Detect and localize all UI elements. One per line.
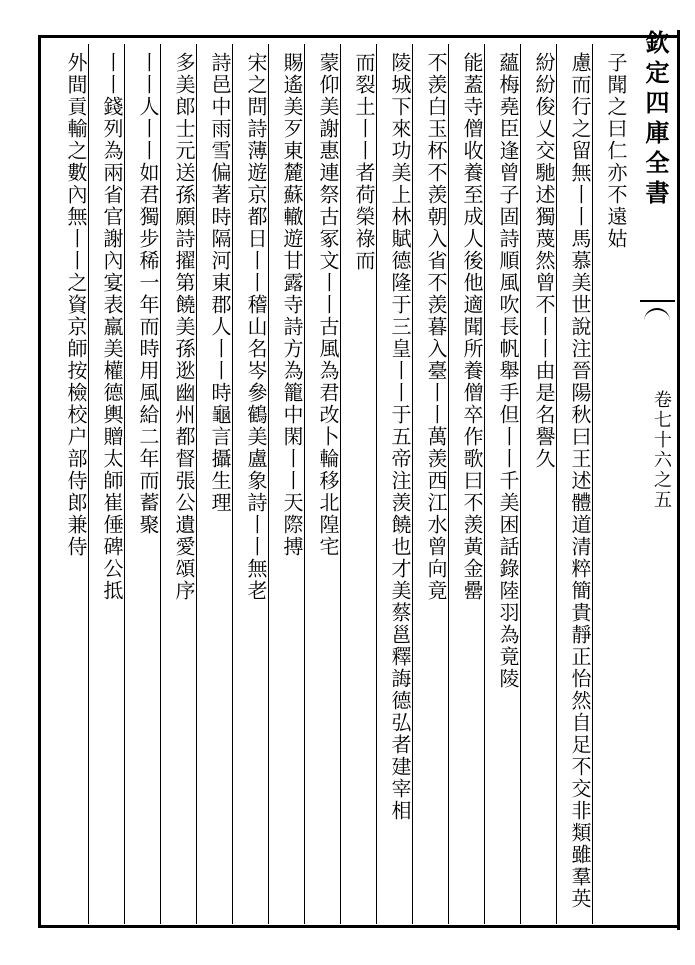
- text-column: 而裂土丨丨者荷榮祿而: [352, 52, 376, 272]
- text-column: 陵城下來功美上林賦德隆于三皇丨丨于五帝注羡饒也才美蔡邕釋誨德弘者建宰相: [388, 52, 412, 822]
- text-column: 多美郎士元送孫願詩擢第饒美孫逖幽州都督張公遺愛頌序: [172, 52, 196, 602]
- text-column: 賜遙美歹東麓蘇轍遊甘露寺詩方為籠中閑丨丨天際搏: [280, 52, 304, 558]
- text-column: 詩邑中雨雪偏著時隔河東郡人丨丨時龜言攝生理: [208, 52, 232, 514]
- text-column: 蘊梅堯臣逢曾子固詩順風吹長帆舉手但丨丨千美困話錄陸羽為竟陵: [496, 52, 520, 690]
- fish-tail-ornament: [640, 300, 675, 342]
- book-title: 欽定四庫全書: [641, 30, 670, 210]
- text-column: 能蓋寺僧收養至成人後他適聞所養僧卒作歌曰不羡黃金罍: [460, 52, 484, 602]
- text-column: 宋之問詩薄遊京都日丨丨稽山名岑參鶴美盧象詩丨丨無老: [244, 52, 268, 602]
- text-column: 紛紛俊乂交馳述獨蔑然曾不丨丨由是名譽久: [532, 52, 556, 470]
- text-column: 外間貢輸之數內無丨丨之資京師按檢校户部侍郎兼侍: [64, 52, 88, 558]
- volume-label: 卷七十六之五: [651, 390, 672, 510]
- margin-rule: [677, 30, 680, 930]
- text-column: 子聞之曰仁亦不遠姑: [604, 52, 628, 250]
- text-column: 蒙仰美謝惠連祭古冢文丨丨古風為君改卜輪移北隍宅: [316, 52, 340, 558]
- text-column: 丨丨錢列為兩省官謝內宴表羸美權德輿贈太師崔倕碑公抵: [100, 52, 124, 602]
- text-column: 丨丨人丨丨如君獨步稀一年而時用風給二年而蓄聚: [136, 52, 160, 536]
- text-column: 不羡白玉杯不羡朝入省不羡暮入臺丨丨萬羡西江水曾向竟: [424, 52, 448, 602]
- text-column: 慮而行之留無丨丨馬慕美世說注晉陽秋曰王述體道清粹簡貴靜正怡然自足不交非類雖羣英: [568, 52, 592, 910]
